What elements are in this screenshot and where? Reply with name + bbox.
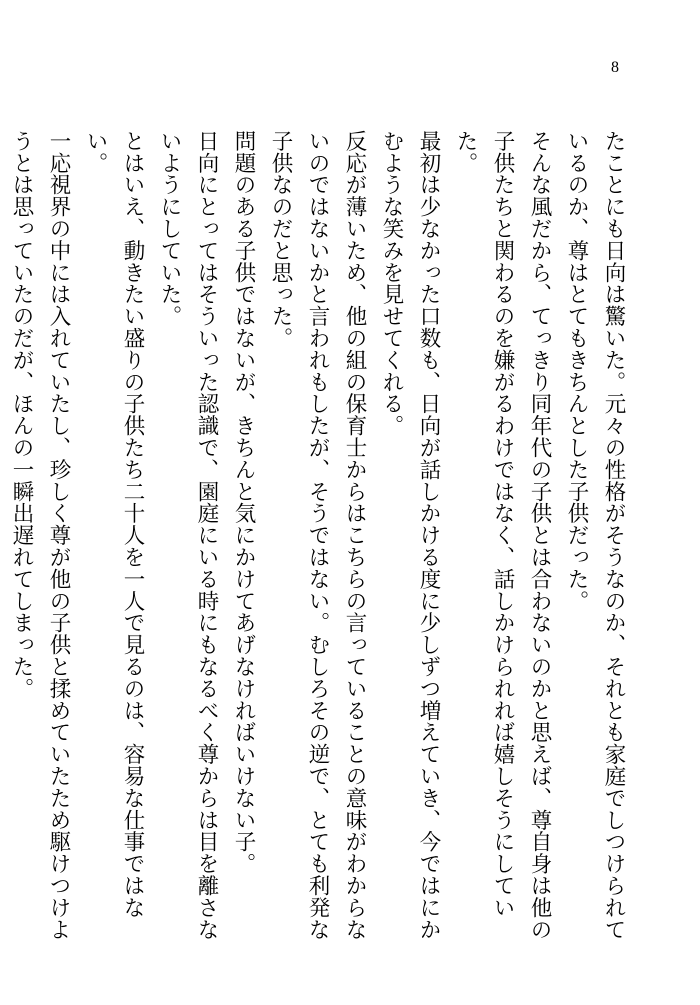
paragraph-5: 問題のある子供ではないが、きちんと気にかけてあげなければいけない子。 xyxy=(231,130,256,875)
paragraph-4: 反応が薄いため、他の組の保育士からはこちらの言っていることの意味がわからないのではないかと言われもしたが、そうではない。むしろその逆で、とても利発な子供なのだと思った。 xyxy=(268,130,367,941)
paragraph-9 xyxy=(0,130,3,945)
paragraph-7: とはいえ、動きたい盛りの子供たち二十人を一人で見るのは、容易な仕事ではない。 xyxy=(83,130,145,919)
vertical-body-text xyxy=(0,130,632,945)
paragraph-3: 最初は少なかった口数も、日向が話しかける度に少しずつ増えていき、今ではにかむような笑みを見せてくれる。 xyxy=(379,130,441,941)
paragraph-8: 一応視界の中には入れていたし、珍しく尊が他の子供と揉めていたため駆けつけようとは思っていたのだが、ほんの一瞬出遅れてしまった。 xyxy=(9,130,71,941)
paragraph-2: そんな風だから、てっきり同年代の子供とは合わないのかと思えば、尊自身は他の子供たちと関わるのを嫌がるわけではなく、話しかけられれば嬉しそうにしていた。 xyxy=(453,130,552,941)
paragraph-1: たことにも日向は驚いた。元々の性格がそうなのか、それとも家庭でしつけられているのか、尊はとてもきちんとした子供だった。 xyxy=(564,130,626,941)
paragraph-6: 日向にとってはそういった認識で、園庭にいる時にもなるべく尊からは目を離さないようにしていた。 xyxy=(157,130,219,941)
page-number: 8 xyxy=(611,59,619,76)
